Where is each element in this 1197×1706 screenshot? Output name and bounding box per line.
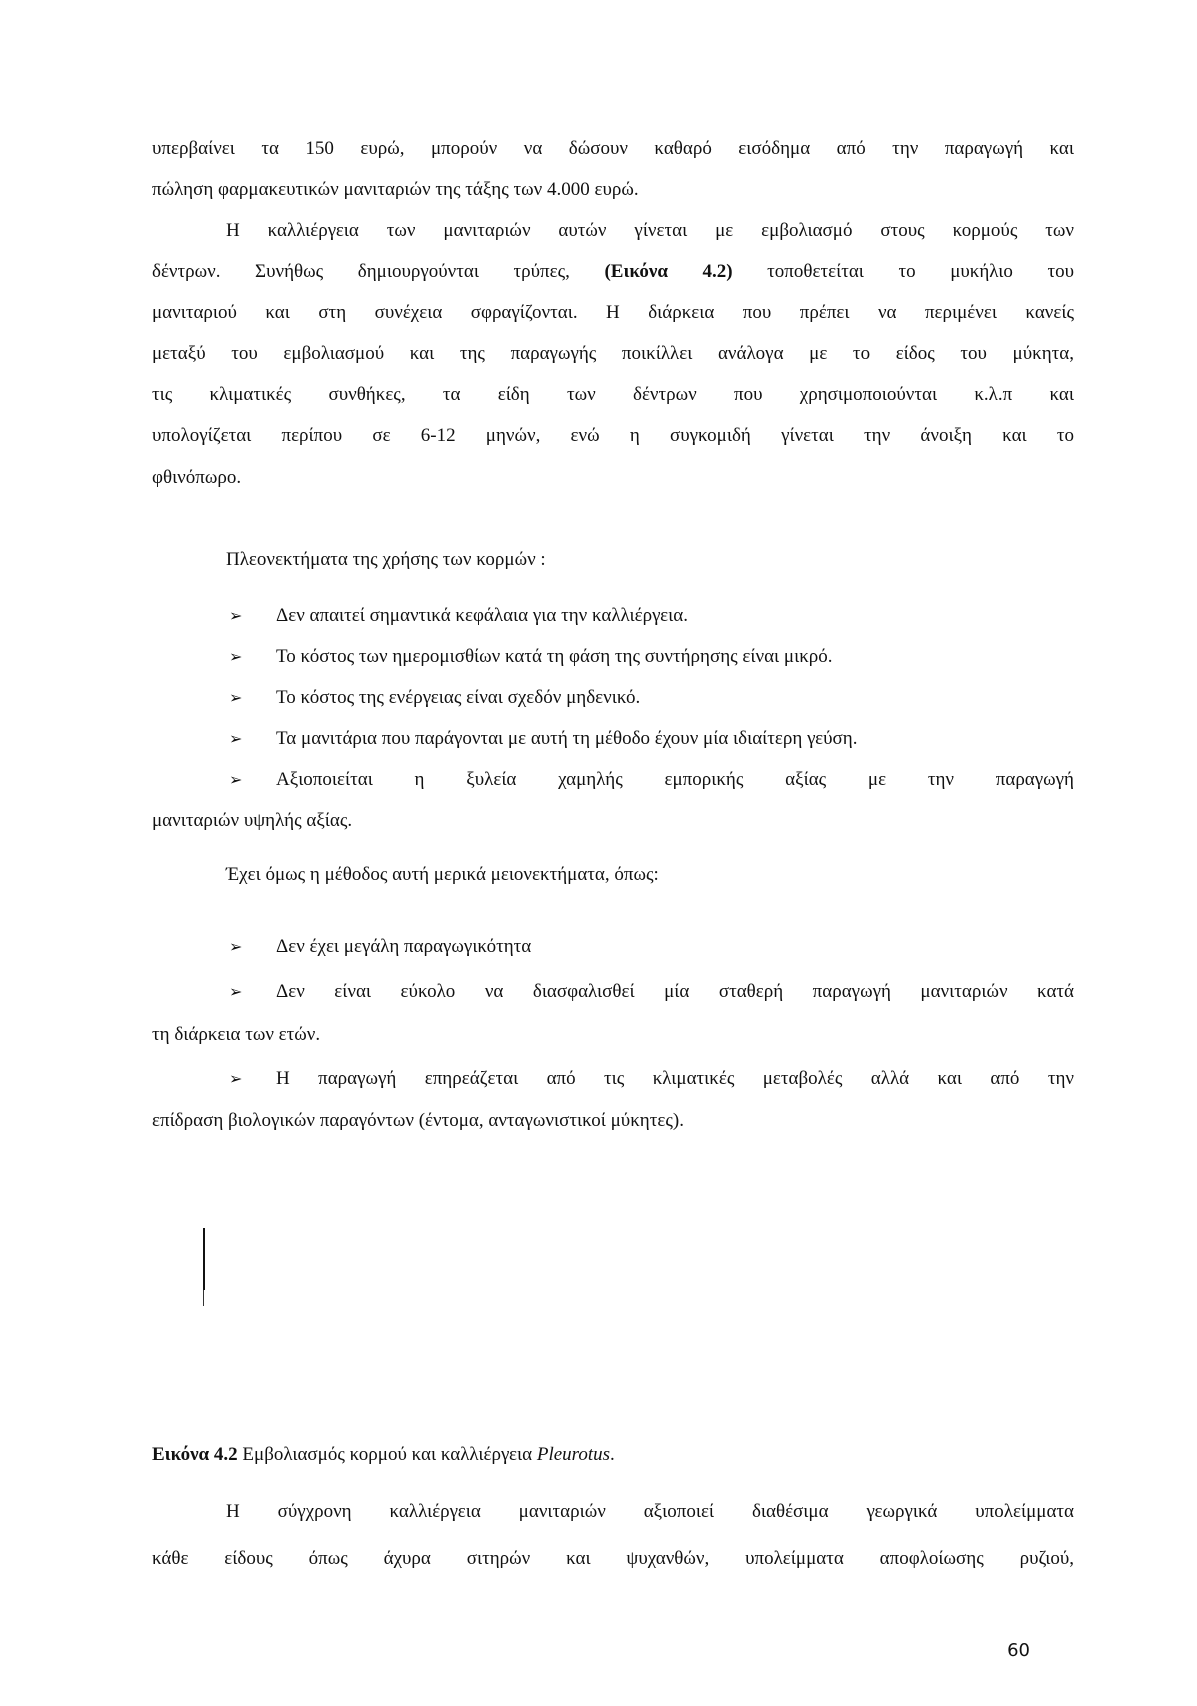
arrow-bullet-icon: ➢ [229, 1069, 243, 1088]
disadvantages-heading: Έχει όμως η μέθοδος αυτή μερικά μειονεκτήματα, όπως: [226, 864, 659, 885]
figure-caption: Εικόνα 4.2 Εμβολιασμός κορμού και καλλιέργεια Pleurotus. [152, 1444, 615, 1465]
text-line: τις κλιματικές συνθήκες, τα είδη των δέντρων που χρησιμοποιούνται κ.λ.π και [152, 384, 1074, 405]
list-item-continuation: τη διάρκεια των ετών. [152, 1024, 321, 1045]
arrow-bullet-icon: ➢ [229, 937, 243, 956]
figure-placeholder [203, 1228, 207, 1308]
arrow-bullet-icon: ➢ [229, 770, 243, 789]
text-line: Η καλλιέργεια των μανιταριών αυτών γίνεται με εμβολιασμό στους κορμούς των [226, 220, 1074, 241]
arrow-bullet-icon: ➢ [229, 729, 243, 748]
figure-edge-tick [203, 1290, 204, 1306]
arrow-bullet-icon: ➢ [229, 606, 243, 625]
advantages-heading: Πλεονεκτήματα της χρήσης των κορμών : [226, 549, 546, 570]
list-item-continuation: μανιταριών υψηλής αξίας. [152, 810, 353, 831]
arrow-bullet-icon: ➢ [229, 647, 243, 666]
text-line: μανιταριού και στη συνέχεια σφραγίζονται. Η διάρκεια που πρέπει να περιμένει κανείς [152, 302, 1074, 323]
text-line: Η σύγχρονη καλλιέργεια μανιταριών αξιοποιεί διαθέσιμα γεωργικά υπολείμματα [226, 1501, 1074, 1522]
document-page: υπερβαίνει τα 150 ευρώ, μπορούν να δώσουν καθαρό εισόδημα από την παραγωγή και πώληση φαρμακευτικών μανιταριών της τάξης των 4.000 ευρώ. Η καλλιέργεια των μανιταριών αυτών γίνεται με εμβολιασμό στους κορμούς των δέντρων. Συνήθως δημιουργούνται τρύπες, (Εικόνα 4.2) τοποθετείται το μυκήλιο του μανιταριού και στη συνέχεια σφραγίζονται. Η διάρκεια που πρέπει να περιμένει κανείς μεταξύ του εμβολιασμού και της παραγωγής ποικίλλει ανάλογα με το είδος του μύκητα, τις κλιματικές συνθήκες, τα είδη των δέντρων που χρησιμοποιούνται κ.λ.π και υπολογίζεται περίπου σε 6-12 μηνών, ενώ η συγκομιδή γίνεται την άνοιξη και το φθινόπωρο. Πλεονεκτήματα της χρήσης των κορμών : ➢ Δεν απαιτεί σημαντικά κεφάλαια για την καλλιέργεια. ➢ Το κόστος των ημερομισθίων κατά τη φάση της συντήρησης είναι μικρό. ➢ Το κόστος της ενέργειας είναι σχεδόν μηδενικό. ➢ Τα μανιτάρια που παράγονται με αυτή τη μέθοδο έχουν μία ιδιαίτερη γεύση. ➢ Αξιοποιείται η ξυλεία χαμηλής εμπορικής αξίας με την παραγωγή μανιταριών υψηλής αξίας. Έχει όμως η μέθοδος αυτή μερικά μειονεκτήματα, όπως: ➢ Δεν έχει μεγάλη παραγωγικότητα ➢ Δεν είναι εύκολο να διασφαλισθεί μία σταθερή παραγωγή μανιταριών κατά τη διάρκεια των ετών. ➢ Η παραγωγή επηρεάζεται από τις κλιματικές μεταβολές αλλά και από την επίδραση βιολογικών παραγόντων (έντομα, ανταγωνιστικοί μύκητες). Εικόνα 4.2 Εμβολιασμός κορμού και καλλιέργεια Pleurotus. Η σύγχρονη καλλιέργεια μανιταριών αξιοποιεί διαθέσιμα γεωργικά υπολείμματα κάθε είδους όπως άχυρα σιτηρών και ψυχανθών, υπολείμματα αποφλοίωσης ρυζιού, 60 [152, 138, 1075, 1661]
figure-reference: (Εικόνα 4.2) [604, 261, 733, 282]
text-line: υπερβαίνει τα 150 ευρώ, μπορούν να δώσουν καθαρό εισόδημα από την παραγωγή και [152, 138, 1074, 159]
figure-edge-line [203, 1228, 205, 1290]
text-line: δέντρων. Συνήθως δημιουργούνται τρύπες, (Εικόνα 4.2) τοποθετείται το μυκήλιο του [152, 261, 1075, 282]
text-line: φθινόπωρο. [152, 467, 242, 488]
text-line: πώληση φαρμακευτικών μανιταριών της τάξης των 4.000 ευρώ. [152, 179, 639, 200]
page-number: 60 [1007, 1640, 1030, 1661]
arrow-bullet-icon: ➢ [229, 982, 243, 1001]
arrow-bullet-icon: ➢ [229, 688, 243, 707]
list-item-continuation: επίδραση βιολογικών παραγόντων (έντομα, ανταγωνιστικοί μύκητες). [152, 1110, 684, 1131]
text-line: υπολογίζεται περίπου σε 6-12 μηνών, ενώ η συγκομιδή γίνεται την άνοιξη και το [152, 425, 1074, 446]
text-line: κάθε είδους όπως άχυρα σιτηρών και ψυχανθών, υπολείμματα αποφλοίωσης ρυζιού, [152, 1548, 1074, 1569]
text-line: μεταξύ του εμβολιασμού και της παραγωγής ποικίλλει ανάλογα με το είδος του μύκητα, [152, 343, 1074, 364]
